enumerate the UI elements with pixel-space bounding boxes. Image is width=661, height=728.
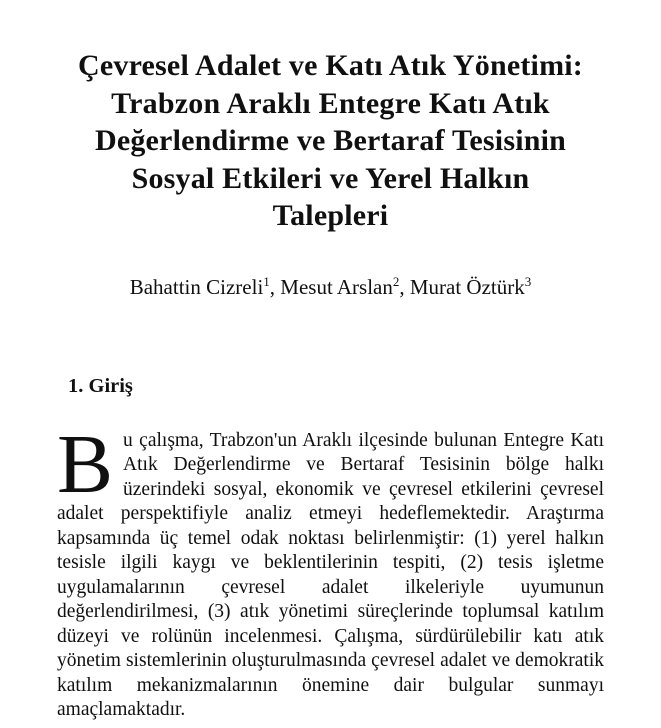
- drop-cap: B: [57, 417, 114, 511]
- paper-title-line: Değerlendirme ve Bertaraf Tesisinin: [94, 124, 567, 157]
- intro-paragraph-text: u çalışma, Trabzon'un Araklı ilçesinde bulunan Entegre Katı Atık Değerlendirme ve Bertaraf Tesisinin bölge halkı üzerindeki sosyal, ekonomik ve çevresel etkilerini çevresel adalet perspektifiyle analiz etmeyi hedeflemektedir. Araştırma kapsamında üç temel odak noktası belirlenmiştir: (1) yerel halkın tesisle ilgili kaygı ve beklentilerinin tespiti, (2) tesis işletme uygulamalarının çevresel adalet ilkeleriyle uyumunun değerlendirilmesi, (3) atık yönetimi süreçlerinde toplumsal katılım düzeyi ve rolünün incelenmesi. Çalışma, sürdürülebilir katı atık yönetim sistemlerinin oluşturulmasında çevresel adalet ve demokratik katılım mekanizmalarının önemine dair bulgular sunmayı amaçlamaktadır.: [57, 429, 604, 720]
- author-name: Murat Öztürk$^3$: [409, 273, 532, 299]
- author-name: Bahattin Cizreli$^1$: [129, 273, 270, 299]
- paper-title-line: Trabzon Araklı Entegre Katı Atık: [111, 86, 550, 120]
- article-body: [57, 373, 604, 723]
- paper-title-line: Çevresel Adalet ve Katı Atık Yönetimi:: [77, 49, 584, 82]
- paper-title: [40, 47, 621, 235]
- author-affiliation-mark: 1: [263, 273, 270, 289]
- author-affiliation-mark: 3: [524, 273, 532, 289]
- author-affiliation-mark: 2: [392, 273, 400, 289]
- section-heading: 1. Giriş: [68, 374, 133, 397]
- intro-paragraph: [57, 417, 604, 723]
- paper-title-line: Sosyal Etkileri ve Yerel Halkın: [131, 161, 530, 195]
- paper-title-line: Talepleri: [272, 199, 389, 232]
- authors-line: Bahattin Cizreli$^1$, Mesut Arslan$^2$, Murat Öztürk$^3$: [129, 273, 532, 299]
- author-name: Mesut Arslan$^2$: [280, 273, 400, 299]
